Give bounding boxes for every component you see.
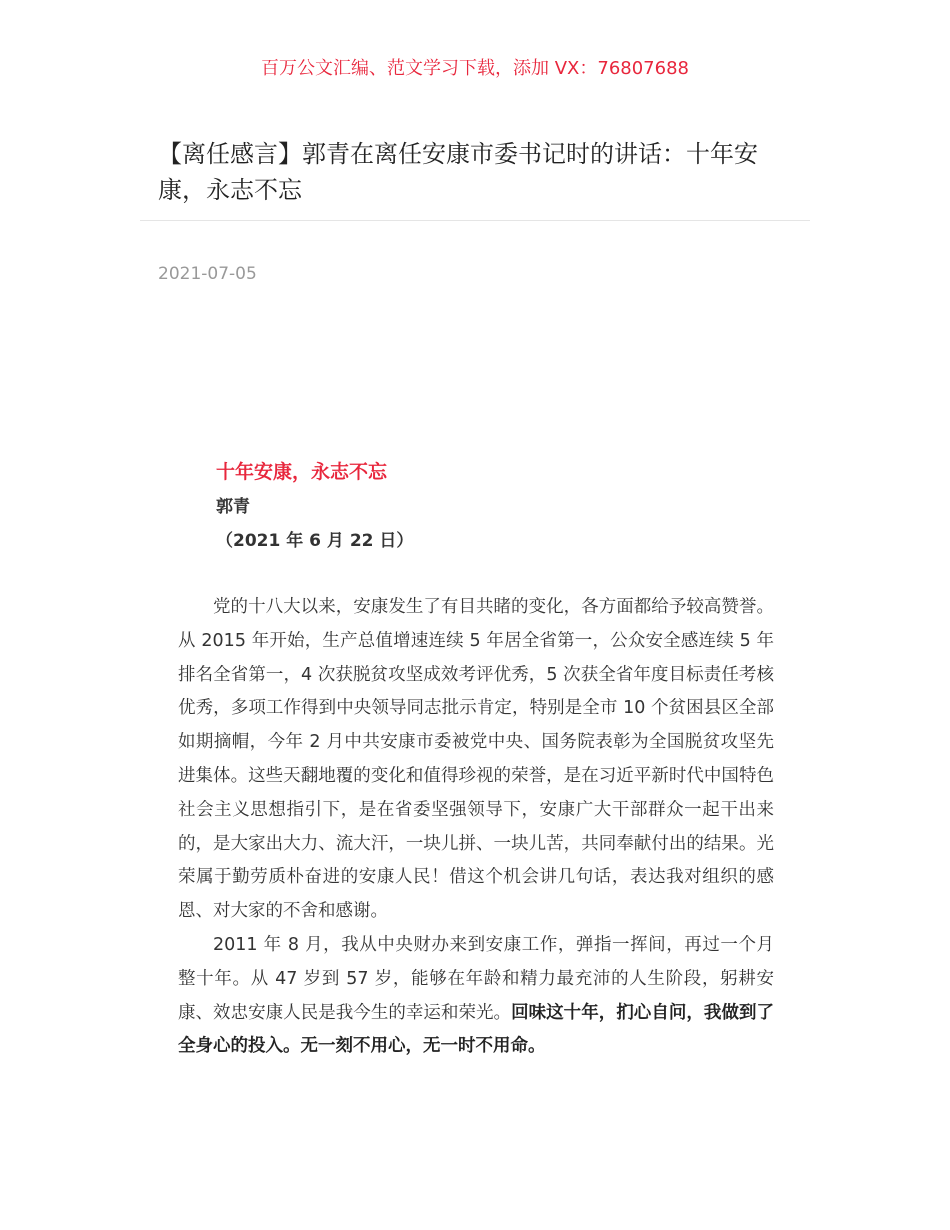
- article-title: 【离任感言】郭青在离任安康市委书记时的讲话：十年安康，永志不忘: [158, 140, 758, 204]
- paragraph-1-text: 党的十八大以来，安康发生了有目共睹的变化，各方面都给予较高赞誉。从 2015 年开始，生产总值增速连续 5 年居全省第一，公众安全感连续 5 年排名全省第一，4 次获脱贫攻坚成效考评优秀，5 次获全省年度目标责任考核优秀，多项工作得到中央领导同志批示肯定，特别是全市 10 个贫困县区全部如期摘帽，今年 2 月中共安康市委被党中央、国务院表彰为全国脱贫攻坚先进集体。这些天翻地覆的变化和值得珍视的荣誉，是在习近平新时代中国特色社会主义思想指引下，是在省委坚强领导下，安康广大干部群众一起干出来的，是大家出大力、流大汗，一块儿拼、一块儿苦，共同奉献付出的结果。光荣属于勤劳质朴奋进的安康人民！借这个机会讲几句话，表达我对组织的感恩、对大家的不舍和感谢。: [178, 597, 774, 922]
- paragraph-1: [178, 591, 774, 929]
- speech-heading: 十年安康，永志不忘: [216, 461, 388, 483]
- article-body: [178, 457, 774, 1064]
- publish-date: 2021-07-05: [158, 264, 257, 284]
- watermark-banner: 百万公文汇编、范文学习下载，添加 VX：76807688: [261, 58, 689, 79]
- speech-date: （2021 年 6 月 22 日）: [216, 531, 414, 551]
- paragraph-2-bold-text: 回味这十年，扪心自问，我做到了全身心的投入。无一刻不用心，无一时不用命。: [178, 1002, 775, 1057]
- paragraph-2: [178, 929, 774, 1064]
- title-divider: [140, 220, 810, 221]
- speech-author: 郭青: [216, 497, 250, 517]
- paragraph-2-text: 2011 年 8 月，我从中央财办来到安康工作，弹指一挥间，再过一个月整十年。从 47 岁到 57 岁，能够在年龄和精力最充沛的人生阶段，躬耕安康、效忠安康人民是我今生的幸运和荣光。: [178, 934, 774, 1023]
